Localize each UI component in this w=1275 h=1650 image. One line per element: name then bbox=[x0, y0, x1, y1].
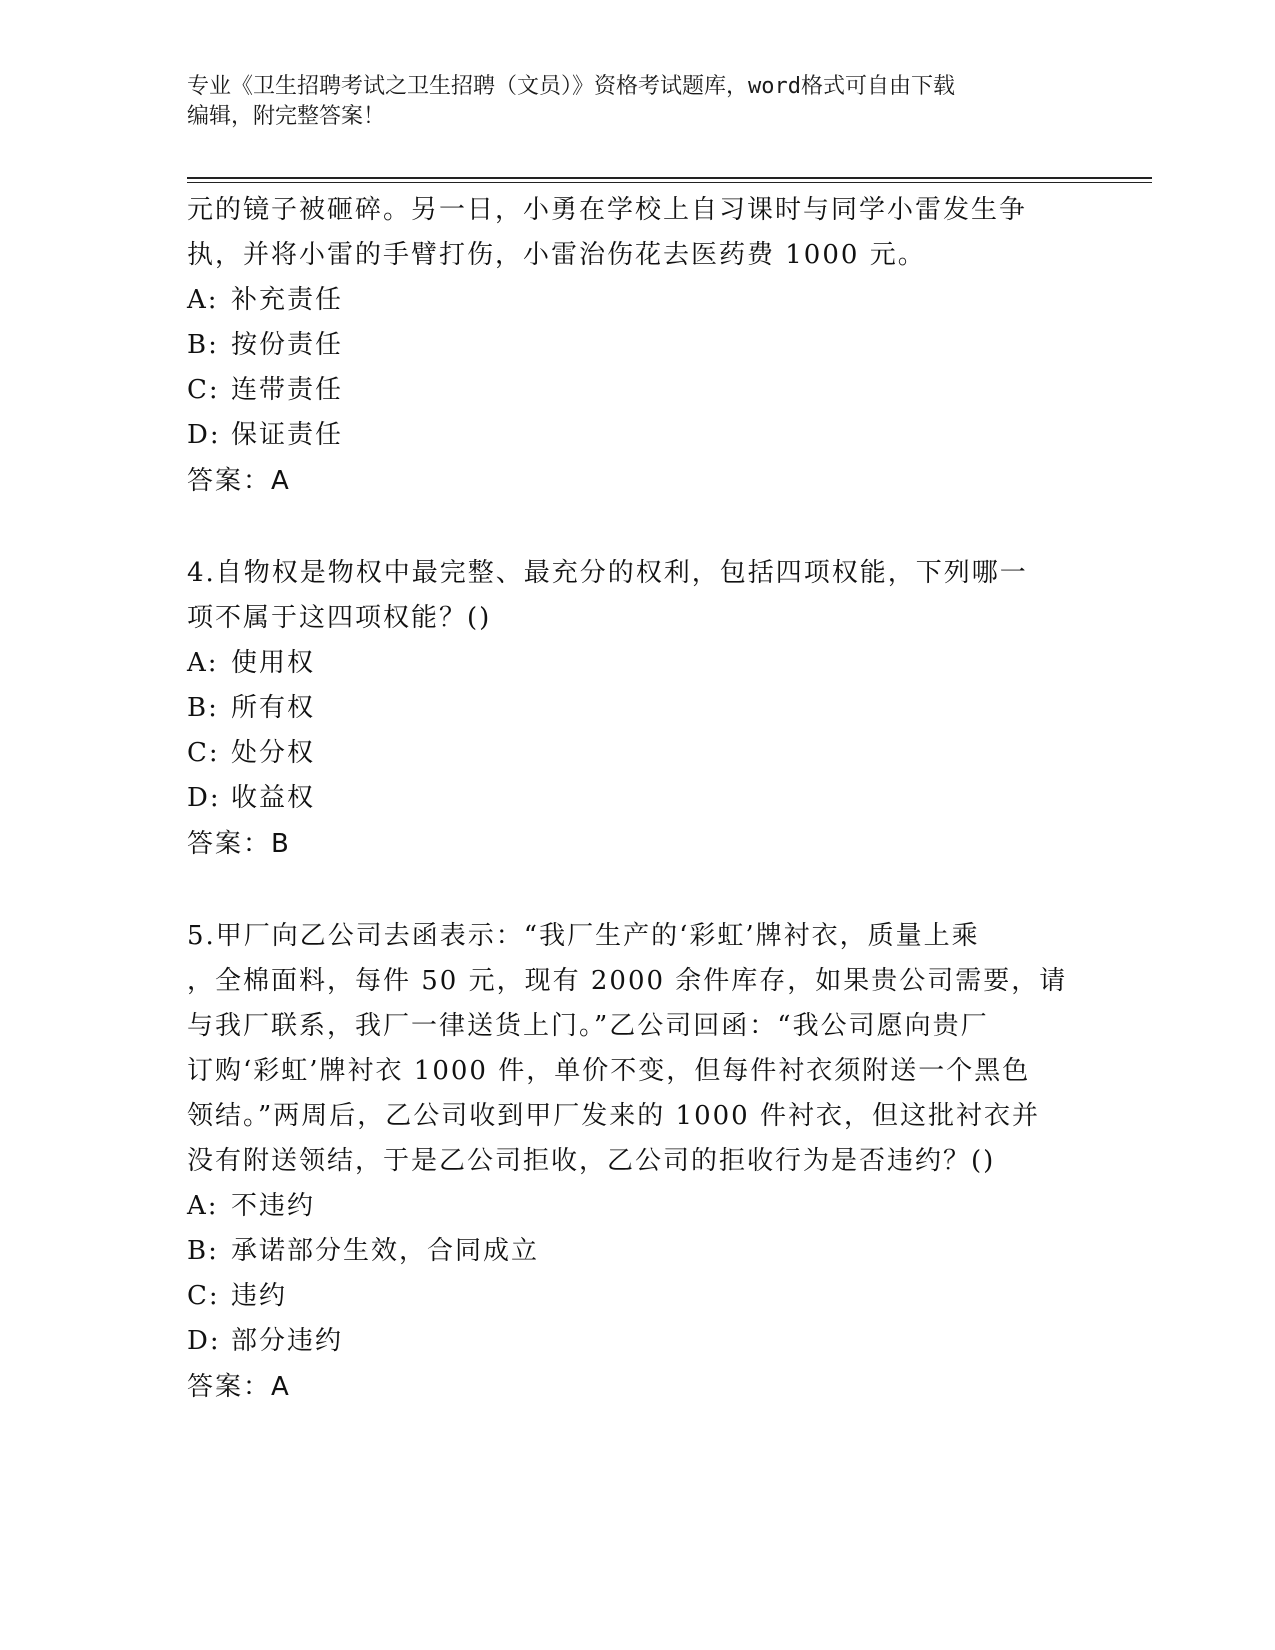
option-b bbox=[187, 1229, 1087, 1274]
option-text: 所有权 bbox=[231, 693, 316, 723]
option-label: D: bbox=[187, 420, 221, 450]
option-text: 按份责任 bbox=[231, 330, 344, 360]
option-a bbox=[187, 641, 1087, 686]
option-text: 使用权 bbox=[231, 648, 316, 678]
option-b bbox=[187, 686, 1087, 731]
header-rule-thin bbox=[187, 182, 1152, 183]
header-rule-thick bbox=[187, 177, 1152, 179]
option-label: A: bbox=[187, 1191, 219, 1221]
option-text: 收益权 bbox=[231, 783, 316, 813]
page-header bbox=[187, 72, 1067, 132]
answer-line: 答案：A bbox=[187, 1372, 291, 1402]
option-a bbox=[187, 278, 1087, 323]
option-text: 保证责任 bbox=[231, 420, 344, 450]
option-text: 补充责任 bbox=[231, 285, 344, 315]
question-stem-line: 订购‘彩虹’牌衬衣 1000 件，单价不变，但每件衬衣须附送一个黑色 bbox=[187, 1056, 1031, 1086]
header-line-1 bbox=[187, 72, 1067, 102]
option-label: D: bbox=[187, 1326, 221, 1356]
option-text: 处分权 bbox=[231, 738, 316, 768]
option-label: C: bbox=[187, 1281, 220, 1311]
question-stem-line: ，全棉面料，每件 50 元，现有 2000 余件库存，如果贵公司需要，请 bbox=[187, 966, 1068, 996]
question-stem-line: 领结。”两周后，乙公司收到甲厂发来的 1000 件衬衣，但这批衬衣并 bbox=[187, 1101, 1040, 1131]
question-stem-line: 没有附送领结，于是乙公司拒收，乙公司的拒收行为是否违约？() bbox=[187, 1146, 996, 1176]
question-stem-line: 4.自物权是物权中最完整、最充分的权利，包括四项权能，下列哪一 bbox=[187, 558, 1028, 588]
question-stem-line: 项不属于这四项权能？() bbox=[187, 603, 492, 633]
option-d bbox=[187, 1319, 1087, 1364]
document-body bbox=[187, 188, 1087, 1410]
option-text: 承诺部分生效，合同成立 bbox=[231, 1236, 540, 1266]
question-stem-line: 与我厂联系，我厂一律送货上门。”乙公司回函：“我公司愿向贵厂 bbox=[187, 1011, 989, 1041]
option-c bbox=[187, 731, 1087, 776]
option-d bbox=[187, 776, 1087, 821]
option-a bbox=[187, 1184, 1087, 1229]
option-label: B: bbox=[187, 1236, 219, 1266]
question-stem-line: 元的镜子被砸碎。另一日，小勇在学校上自习课时与同学小雷发生争 bbox=[187, 195, 1028, 225]
option-label: C: bbox=[187, 738, 220, 768]
option-text: 部分违约 bbox=[231, 1326, 344, 1356]
question-stem-line: 执，并将小雷的手臂打伤，小雷治伤花去医药费 1000 元。 bbox=[187, 240, 926, 270]
option-label: B: bbox=[187, 330, 219, 360]
option-text: 违约 bbox=[231, 1281, 288, 1311]
answer-line: 答案：A bbox=[187, 466, 291, 496]
answer-line: 答案：B bbox=[187, 829, 291, 859]
option-label: A: bbox=[187, 648, 219, 678]
header-word: word bbox=[748, 74, 801, 99]
option-label: A: bbox=[187, 285, 219, 315]
header-prefix: 专业《卫生招聘考试之卫生招聘（文员）》资格考试题库， bbox=[187, 74, 749, 99]
option-text: 连带责任 bbox=[231, 375, 344, 405]
option-label: D: bbox=[187, 783, 221, 813]
option-b bbox=[187, 323, 1087, 368]
option-c bbox=[187, 368, 1087, 413]
option-c bbox=[187, 1274, 1087, 1319]
option-label: C: bbox=[187, 375, 220, 405]
question-4 bbox=[187, 551, 1087, 867]
option-d bbox=[187, 413, 1087, 458]
header-suffix: 格式可自由下载 bbox=[801, 74, 956, 99]
header-line-2: 编辑，附完整答案！ bbox=[187, 104, 386, 129]
option-text: 不违约 bbox=[231, 1191, 316, 1221]
question-stem-line: 5.甲厂向乙公司去函表示：“我厂生产的‘彩虹’牌衬衣，质量上乘 bbox=[187, 921, 980, 951]
option-label: B: bbox=[187, 693, 219, 723]
question-3 bbox=[187, 188, 1087, 504]
question-5 bbox=[187, 914, 1087, 1410]
